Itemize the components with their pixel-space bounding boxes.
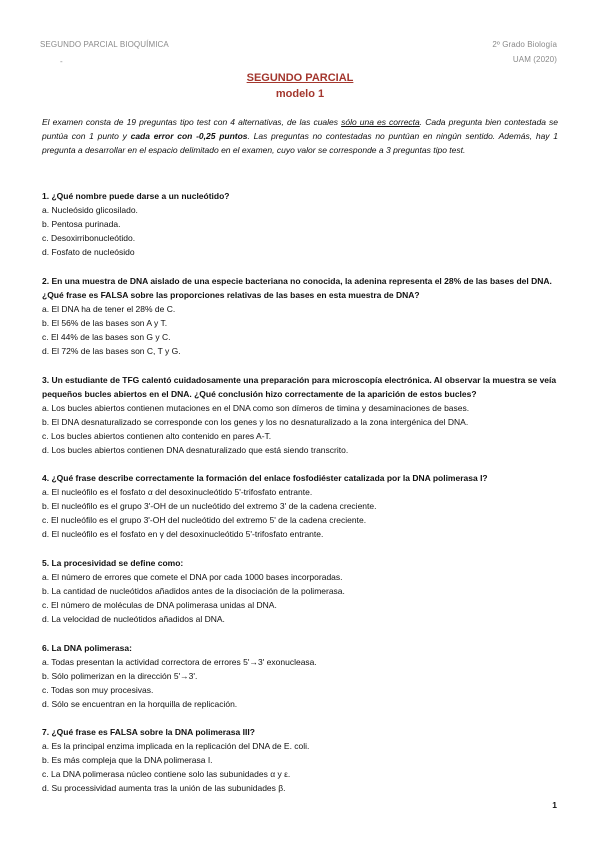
question-text: 4. ¿Qué frase describe correctamente la formación del enlace fosfodiéster catalizada por la DNA polimerasa I? [42, 473, 488, 483]
question-text: 7. ¿Qué frase es FALSA sobre la DNA polimerasa III? [42, 727, 255, 737]
option-a: a. El número de errores que comete el DNA por cada 1000 bases incorporadas. [42, 572, 343, 582]
option-a: a. El nucleófilo es el fosfato α del desoxinucleótido 5'-trifosfato entrante. [42, 487, 313, 497]
intro-emphasis-correct: sólo una es correcta [341, 117, 420, 127]
option-a: a. Los bucles abiertos contienen mutaciones en el DNA como son dímeros de timina y desaminaciones de bases. [42, 403, 470, 413]
option-c: c. Desoxirribonucleótido. [42, 233, 136, 243]
option-b: b. Pentosa purinada. [42, 219, 121, 229]
option-c: c. La DNA polimerasa núcleo contiene solo las subunidades α y ε. [42, 769, 291, 779]
option-c: c. El 44% de las bases son G y C. [42, 332, 171, 342]
header-degree: 2º Grado Biología [492, 40, 557, 49]
exam-instructions [42, 115, 558, 157]
question-3 [42, 373, 562, 457]
header-university: UAM (2020) [512, 55, 557, 64]
option-d: d. Su processividad aumenta tras la unión de las subunidades β. [42, 783, 286, 793]
intro-part-1: El examen consta de 19 preguntas tipo test con 4 alternativas, de las cuales [42, 117, 342, 127]
question-2 [42, 274, 562, 358]
option-c: c. Todas son muy procesivas. [42, 685, 154, 695]
option-b: b. La cantidad de nucleótidos añadidos antes de la disociación de la polimerasa. [42, 586, 345, 596]
option-c: c. El nucleófilo es el grupo 3'-OH del nucleótido del extremo 5' de la cadena creciente. [42, 515, 367, 525]
header-course: SEGUNDO PARCIAL BIOQUÍMICA [40, 40, 169, 49]
option-a: a. Nucleósido glicosilado. [42, 205, 138, 215]
option-d: d. Sólo se encuentran en la horquilla de replicación. [42, 699, 238, 709]
option-d: d. El nucleófilo es el fosfato en γ del desoxinucleótido 5'-trifosfato entrante. [42, 529, 324, 539]
document-title: SEGUNDO PARCIAL [246, 72, 354, 84]
option-b: b. Sólo polimerizan en la dirección 5'→3'. [42, 671, 198, 681]
question-4 [42, 471, 562, 541]
option-a: a. El DNA ha de tener el 28% de C. [42, 304, 176, 314]
question-6 [42, 641, 562, 711]
option-b: b. Es más compleja que la DNA polimerasa I. [42, 755, 213, 765]
intro-part-3: . Cada pregunta bien contestada se puntúa con 1 punto y [42, 117, 558, 141]
document-subtitle: modelo 1 [275, 88, 325, 100]
intro-emphasis-penalty: cada error con -0,25 puntos [130, 131, 248, 141]
option-d: d. El 72% de las bases son C, T y G. [42, 346, 181, 356]
running-header-left [40, 40, 169, 66]
option-a: a. Es la principal enzima implicada en la replicación del DNA de E. coli. [42, 741, 310, 751]
option-d: d. Fosfato de nucleósido [42, 247, 135, 257]
question-text: 1. ¿Qué nombre puede darse a un nucleótido? [42, 191, 230, 201]
question-text: 6. La DNA polimerasa: [42, 643, 132, 653]
question-5 [42, 556, 562, 626]
question-7 [42, 725, 562, 795]
option-b: b. El DNA desnaturalizado se corresponde con los genes y los no desnaturalizado a la zona intergénica del DNA. [42, 417, 469, 427]
option-d: d. Los bucles abiertos contienen DNA desnaturalizado que está siendo transcrito. [42, 445, 349, 455]
header-dash: - [60, 57, 63, 66]
question-text: 5. La procesividad se define como: [42, 558, 184, 568]
question-text: 3. Un estudiante de TFG calentó cuidadosamente una preparación para microscopía electrónica. Al observar la muestra se veía pequeños bucles abiertos en el DNA. ¿Qué conclusión hizo correctamente de la aparición de estos bucles? [42, 375, 557, 399]
option-b: b. El nucleófilo es el grupo 3'-OH de un nucleótido del extremo 3' de la cadena creciente. [42, 501, 377, 511]
question-text: 2. En una muestra de DNA aislado de una especie bacteriana no conocida, la adenina representa el 28% de las bases del DNA. ¿Qué frase es FALSA sobre las proporciones relativas de las bases en esta muestra de DNA? [42, 276, 552, 300]
question-1 [42, 189, 562, 259]
option-d: d. La velocidad de nucleótidos añadidos al DNA. [42, 614, 225, 624]
page-number: 1 [552, 800, 557, 810]
option-b: b. El 56% de las bases son A y T. [42, 318, 168, 328]
running-header-right [492, 40, 557, 64]
option-a: a. Todas presentan la actividad correctora de errores 5'→3' exonucleasa. [42, 657, 317, 667]
option-c: c. Los bucles abiertos contienen alto contenido en pares A-T. [42, 431, 272, 441]
intro-part-5: . Las preguntas no contestadas no puntúan en ningún sentido. Además, hay 1 pregunta a desarrollar en el espacio delimitado en el examen, cuyo valor se corresponde a 3 preguntas tipo test. [42, 131, 558, 155]
option-c: c. El número de moléculas de DNA polimerasa unidas al DNA. [42, 600, 277, 610]
